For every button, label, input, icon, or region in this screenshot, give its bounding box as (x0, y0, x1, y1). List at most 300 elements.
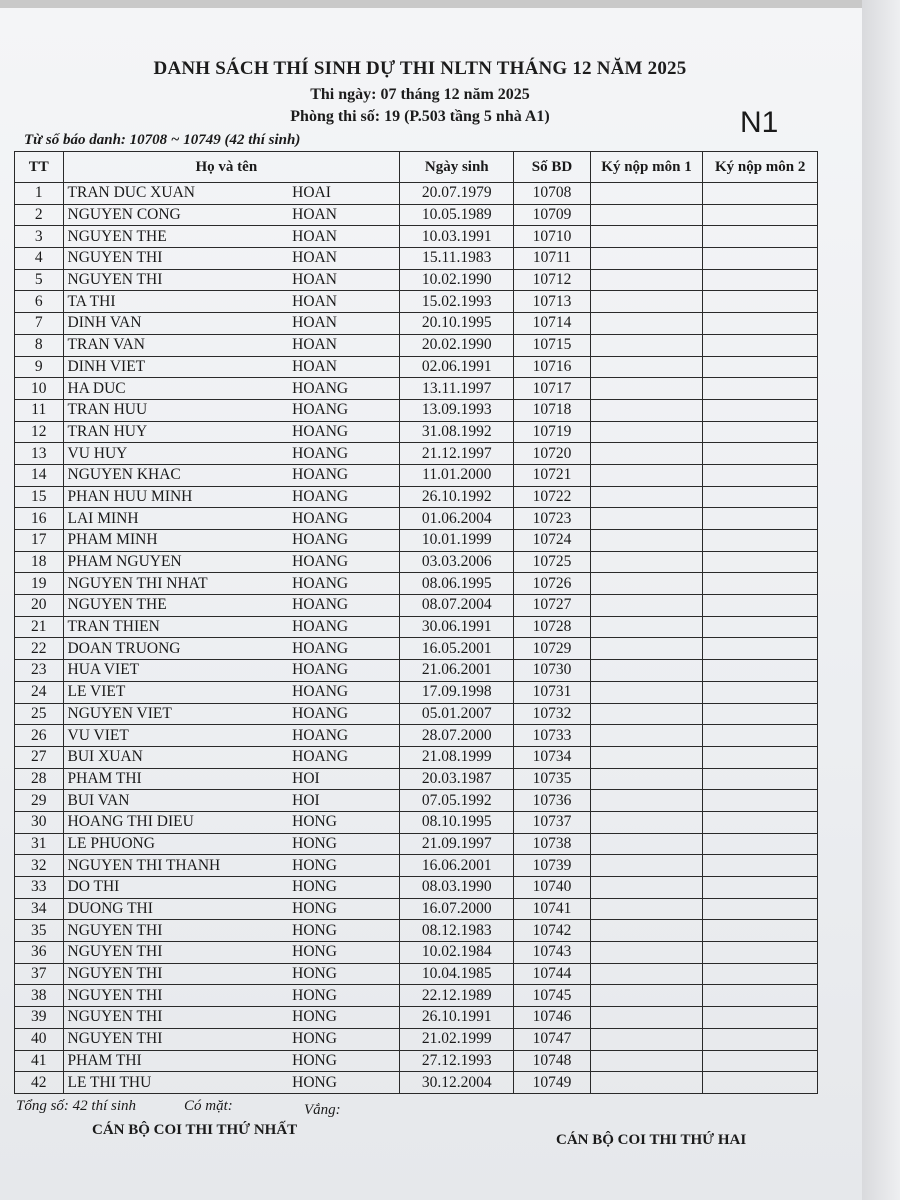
row-sign2[interactable] (703, 378, 818, 400)
row-sbd: 10740 (514, 877, 590, 899)
header-name: Họ và tên (63, 152, 400, 183)
row-sbd: 10722 (514, 486, 590, 508)
row-tt: 2 (15, 204, 64, 226)
row-tt: 38 (15, 985, 64, 1007)
row-given-name: HOANG (288, 681, 400, 703)
row-given-name: HOANG (288, 703, 400, 725)
row-surname: HOANG THI DIEU (63, 811, 288, 833)
row-sign1[interactable] (590, 204, 703, 226)
row-tt: 9 (15, 356, 64, 378)
row-given-name: HONG (288, 920, 400, 942)
row-sign2[interactable] (703, 638, 818, 660)
table-row (15, 421, 818, 443)
row-dob: 26.10.1991 (400, 1007, 514, 1029)
row-sign1[interactable] (590, 877, 703, 899)
row-dob: 05.01.2007 (400, 703, 514, 725)
row-sign2[interactable] (703, 746, 818, 768)
row-dob: 13.11.1997 (400, 378, 514, 400)
row-surname: DO THI (63, 877, 288, 899)
row-sbd: 10748 (514, 1050, 590, 1072)
row-sign1[interactable] (590, 334, 703, 356)
table-header-row (15, 152, 818, 183)
row-sign1[interactable] (590, 551, 703, 573)
row-sign1[interactable] (590, 356, 703, 378)
row-sign1[interactable] (590, 291, 703, 313)
row-sign1[interactable] (590, 508, 703, 530)
row-sign2[interactable] (703, 681, 818, 703)
row-surname: TRAN HUU (63, 399, 288, 421)
table-row (15, 790, 818, 812)
row-tt: 10 (15, 378, 64, 400)
table-row (15, 985, 818, 1007)
table-row (15, 1050, 818, 1072)
row-sbd: 10710 (514, 226, 590, 248)
row-tt: 33 (15, 877, 64, 899)
row-sign1[interactable] (590, 421, 703, 443)
row-dob: 30.06.1991 (400, 616, 514, 638)
row-tt: 14 (15, 464, 64, 486)
row-tt: 25 (15, 703, 64, 725)
table-row (15, 963, 818, 985)
row-sbd: 10716 (514, 356, 590, 378)
row-sign2[interactable] (703, 616, 818, 638)
row-sign2[interactable] (703, 703, 818, 725)
row-sign2[interactable] (703, 595, 818, 617)
table-row (15, 638, 818, 660)
row-sign2[interactable] (703, 551, 818, 573)
table-row (15, 681, 818, 703)
row-tt: 16 (15, 508, 64, 530)
table-row (15, 551, 818, 573)
row-surname: PHAN HUU MINH (63, 486, 288, 508)
row-tt: 17 (15, 530, 64, 552)
row-sign2[interactable] (703, 833, 818, 855)
row-tt: 13 (15, 443, 64, 465)
row-sign1[interactable] (590, 703, 703, 725)
table-row (15, 595, 818, 617)
row-given-name: HOANG (288, 551, 400, 573)
row-sign2[interactable] (703, 464, 818, 486)
row-sign1[interactable] (590, 616, 703, 638)
table-row (15, 942, 818, 964)
row-surname: TRAN THIEN (63, 616, 288, 638)
row-sign1[interactable] (590, 963, 703, 985)
row-sign2[interactable] (703, 269, 818, 291)
header-sign1: Ký nộp môn 1 (590, 152, 703, 183)
row-tt: 15 (15, 486, 64, 508)
row-sign1[interactable] (590, 399, 703, 421)
row-tt: 18 (15, 551, 64, 573)
row-given-name: HONG (288, 1072, 400, 1094)
proctor1-label: CÁN BỘ COI THI THỨ NHẤT (92, 1122, 298, 1138)
table-row (15, 616, 818, 638)
row-surname: DINH VIET (63, 356, 288, 378)
table-row (15, 356, 818, 378)
row-dob: 16.07.2000 (400, 898, 514, 920)
row-dob: 16.05.2001 (400, 638, 514, 660)
row-sign2[interactable] (703, 811, 818, 833)
row-surname: DUONG THI (63, 898, 288, 920)
row-tt: 7 (15, 313, 64, 335)
row-given-name: HOANG (288, 399, 400, 421)
row-sign2[interactable] (703, 1028, 818, 1050)
row-sign1[interactable] (590, 898, 703, 920)
row-sbd: 10712 (514, 269, 590, 291)
row-given-name: HOANG (288, 616, 400, 638)
row-tt: 36 (15, 942, 64, 964)
row-dob: 31.08.1992 (400, 421, 514, 443)
row-sign1[interactable] (590, 573, 703, 595)
row-dob: 08.03.1990 (400, 877, 514, 899)
row-surname: DINH VAN (63, 313, 288, 335)
row-sign1[interactable] (590, 313, 703, 335)
row-given-name: HOI (288, 768, 400, 790)
table-row (15, 226, 818, 248)
row-given-name: HOANG (288, 573, 400, 595)
row-given-name: HOI (288, 790, 400, 812)
table-row (15, 746, 818, 768)
row-tt: 26 (15, 725, 64, 747)
row-sign2[interactable] (703, 421, 818, 443)
row-sign1[interactable] (590, 530, 703, 552)
row-sbd: 10708 (514, 183, 590, 205)
row-dob: 16.06.2001 (400, 855, 514, 877)
row-sbd: 10720 (514, 443, 590, 465)
row-given-name: HOANG (288, 595, 400, 617)
row-sign1[interactable] (590, 1007, 703, 1029)
row-dob: 21.06.2001 (400, 660, 514, 682)
row-sign1[interactable] (590, 1028, 703, 1050)
row-sign2[interactable] (703, 334, 818, 356)
row-sign1[interactable] (590, 681, 703, 703)
row-sign2[interactable] (703, 508, 818, 530)
table-row (15, 877, 818, 899)
row-given-name: HOANG (288, 725, 400, 747)
row-dob: 08.07.2004 (400, 595, 514, 617)
row-tt: 22 (15, 638, 64, 660)
document-title: DANH SÁCH THÍ SINH DỰ THI NLTN THÁNG 12 NĂM 2025 (153, 58, 687, 79)
row-given-name: HONG (288, 985, 400, 1007)
row-sign2[interactable] (703, 725, 818, 747)
row-given-name: HOAN (288, 226, 400, 248)
row-sign2[interactable] (703, 399, 818, 421)
row-sign2[interactable] (703, 1050, 818, 1072)
row-dob: 15.02.1993 (400, 291, 514, 313)
row-sign2[interactable] (703, 248, 818, 270)
row-sbd: 10718 (514, 399, 590, 421)
row-sign2[interactable] (703, 313, 818, 335)
row-given-name: HOANG (288, 530, 400, 552)
row-given-name: HOAN (288, 291, 400, 313)
row-tt: 6 (15, 291, 64, 313)
row-sign2[interactable] (703, 898, 818, 920)
row-given-name: HOANG (288, 421, 400, 443)
row-sbd: 10745 (514, 985, 590, 1007)
row-sbd: 10726 (514, 573, 590, 595)
row-dob: 07.05.1992 (400, 790, 514, 812)
row-sbd: 10728 (514, 616, 590, 638)
table-row (15, 725, 818, 747)
row-given-name: HONG (288, 1007, 400, 1029)
header-sbd: Số BD (514, 152, 590, 183)
row-dob: 10.03.1991 (400, 226, 514, 248)
row-sbd: 10736 (514, 790, 590, 812)
row-sbd: 10747 (514, 1028, 590, 1050)
row-dob: 20.03.1987 (400, 768, 514, 790)
row-sbd: 10725 (514, 551, 590, 573)
row-sign1[interactable] (590, 269, 703, 291)
row-surname: NGUYEN THI THANH (63, 855, 288, 877)
row-surname: NGUYEN THI (63, 269, 288, 291)
header-tt: TT (15, 152, 64, 183)
row-dob: 20.02.1990 (400, 334, 514, 356)
row-sign1[interactable] (590, 920, 703, 942)
row-surname: PHAM MINH (63, 530, 288, 552)
row-given-name: HOAN (288, 269, 400, 291)
row-dob: 10.05.1989 (400, 204, 514, 226)
row-sign1[interactable] (590, 942, 703, 964)
total-count: Tổng số: 42 thí sinh (16, 1098, 137, 1114)
row-sign1[interactable] (590, 486, 703, 508)
row-surname: PHAM THI (63, 1050, 288, 1072)
row-dob: 10.02.1984 (400, 942, 514, 964)
adjacent-sheet (862, 0, 900, 1200)
row-given-name: HONG (288, 1028, 400, 1050)
row-sign2[interactable] (703, 226, 818, 248)
row-sign1[interactable] (590, 768, 703, 790)
row-sign2[interactable] (703, 573, 818, 595)
row-tt: 35 (15, 920, 64, 942)
candidate-table (14, 151, 818, 1094)
table-row (15, 269, 818, 291)
row-sign2[interactable] (703, 486, 818, 508)
table-row (15, 291, 818, 313)
row-tt: 34 (15, 898, 64, 920)
row-sign2[interactable] (703, 291, 818, 313)
row-surname: NGUYEN CONG (63, 204, 288, 226)
row-sign2[interactable] (703, 356, 818, 378)
row-given-name: HONG (288, 833, 400, 855)
row-given-name: HOAI (288, 183, 400, 205)
row-sign1[interactable] (590, 464, 703, 486)
row-given-name: HOANG (288, 378, 400, 400)
row-sbd: 10739 (514, 855, 590, 877)
row-sign1[interactable] (590, 248, 703, 270)
row-sign2[interactable] (703, 985, 818, 1007)
row-dob: 10.04.1985 (400, 963, 514, 985)
row-tt: 30 (15, 811, 64, 833)
row-sign1[interactable] (590, 833, 703, 855)
row-sign2[interactable] (703, 942, 818, 964)
row-surname: NGUYEN THE (63, 226, 288, 248)
row-surname: NGUYEN THI (63, 920, 288, 942)
row-tt: 3 (15, 226, 64, 248)
row-surname: NGUYEN THI NHAT (63, 573, 288, 595)
row-surname: LAI MINH (63, 508, 288, 530)
row-tt: 20 (15, 595, 64, 617)
table-row (15, 334, 818, 356)
exam-room: Phòng thi số: 19 (P.503 tầng 5 nhà A1) (290, 108, 550, 125)
row-sign1[interactable] (590, 443, 703, 465)
row-sbd: 10714 (514, 313, 590, 335)
row-sbd: 10729 (514, 638, 590, 660)
row-tt: 27 (15, 746, 64, 768)
row-surname: NGUYEN THI (63, 1028, 288, 1050)
row-sign2[interactable] (703, 920, 818, 942)
row-sign1[interactable] (590, 183, 703, 205)
row-sign2[interactable] (703, 530, 818, 552)
row-sign1[interactable] (590, 660, 703, 682)
row-sign1[interactable] (590, 1050, 703, 1072)
row-dob: 01.06.2004 (400, 508, 514, 530)
row-tt: 32 (15, 855, 64, 877)
row-surname: NGUYEN THI (63, 963, 288, 985)
row-sbd: 10738 (514, 833, 590, 855)
row-dob: 03.03.2006 (400, 551, 514, 573)
row-dob: 26.10.1992 (400, 486, 514, 508)
row-dob: 08.06.1995 (400, 573, 514, 595)
row-dob: 30.12.2004 (400, 1072, 514, 1094)
row-sign1[interactable] (590, 378, 703, 400)
table-row (15, 248, 818, 270)
row-sign1[interactable] (590, 790, 703, 812)
row-surname: BUI VAN (63, 790, 288, 812)
table-row (15, 768, 818, 790)
table-body (15, 183, 818, 1094)
row-tt: 31 (15, 833, 64, 855)
row-sign1[interactable] (590, 746, 703, 768)
row-sign1[interactable] (590, 855, 703, 877)
row-sbd: 10743 (514, 942, 590, 964)
row-sbd: 10735 (514, 768, 590, 790)
row-tt: 4 (15, 248, 64, 270)
row-tt: 21 (15, 616, 64, 638)
row-given-name: HONG (288, 877, 400, 899)
row-sign2[interactable] (703, 877, 818, 899)
table-row (15, 486, 818, 508)
row-surname: NGUYEN KHAC (63, 464, 288, 486)
row-dob: 20.10.1995 (400, 313, 514, 335)
row-sbd: 10742 (514, 920, 590, 942)
row-surname: PHAM THI (63, 768, 288, 790)
row-dob: 10.01.1999 (400, 530, 514, 552)
row-sbd: 10717 (514, 378, 590, 400)
row-tt: 1 (15, 183, 64, 205)
row-sign1[interactable] (590, 725, 703, 747)
table-row (15, 898, 818, 920)
row-sign1[interactable] (590, 811, 703, 833)
row-sbd: 10713 (514, 291, 590, 313)
row-sign2[interactable] (703, 768, 818, 790)
row-dob: 21.02.1999 (400, 1028, 514, 1050)
row-tt: 19 (15, 573, 64, 595)
table-row (15, 920, 818, 942)
row-given-name: HOAN (288, 248, 400, 270)
row-sign2[interactable] (703, 963, 818, 985)
table-row (15, 183, 818, 205)
row-sign2[interactable] (703, 855, 818, 877)
row-dob: 27.12.1993 (400, 1050, 514, 1072)
row-given-name: HONG (288, 963, 400, 985)
row-sbd: 10744 (514, 963, 590, 985)
row-dob: 28.07.2000 (400, 725, 514, 747)
row-tt: 23 (15, 660, 64, 682)
table-row (15, 1072, 818, 1094)
row-surname: VU HUY (63, 443, 288, 465)
row-dob: 20.07.1979 (400, 183, 514, 205)
row-dob: 08.10.1995 (400, 811, 514, 833)
row-surname: HUA VIET (63, 660, 288, 682)
row-surname: NGUYEN THE (63, 595, 288, 617)
table-row (15, 1028, 818, 1050)
row-sbd: 10734 (514, 746, 590, 768)
row-dob: 15.11.1983 (400, 248, 514, 270)
row-surname: NGUYEN THI (63, 1007, 288, 1029)
row-given-name: HOANG (288, 486, 400, 508)
row-sign2[interactable] (703, 660, 818, 682)
row-sign2[interactable] (703, 1072, 818, 1094)
row-sign2[interactable] (703, 183, 818, 205)
row-tt: 29 (15, 790, 64, 812)
row-given-name: HOAN (288, 334, 400, 356)
row-sbd: 10724 (514, 530, 590, 552)
row-given-name: HOAN (288, 204, 400, 226)
row-given-name: HOAN (288, 356, 400, 378)
row-surname: TRAN VAN (63, 334, 288, 356)
row-dob: 02.06.1991 (400, 356, 514, 378)
row-sbd: 10715 (514, 334, 590, 356)
row-sbd: 10741 (514, 898, 590, 920)
row-sign2[interactable] (703, 1007, 818, 1029)
table-row (15, 443, 818, 465)
row-surname: TA THI (63, 291, 288, 313)
row-tt: 40 (15, 1028, 64, 1050)
row-given-name: HOANG (288, 464, 400, 486)
row-sbd: 10737 (514, 811, 590, 833)
row-sbd: 10732 (514, 703, 590, 725)
row-sign1[interactable] (590, 638, 703, 660)
row-given-name: HONG (288, 942, 400, 964)
row-sign1[interactable] (590, 985, 703, 1007)
row-surname: NGUYEN THI (63, 942, 288, 964)
header-sign2: Ký nộp môn 2 (703, 152, 818, 183)
header-dob: Ngày sinh (400, 152, 514, 183)
row-dob: 10.02.1990 (400, 269, 514, 291)
table-row (15, 399, 818, 421)
row-sign2[interactable] (703, 790, 818, 812)
row-tt: 11 (15, 399, 64, 421)
present-label: Có mặt: (184, 1098, 233, 1114)
row-given-name: HOANG (288, 660, 400, 682)
row-dob: 13.09.1993 (400, 399, 514, 421)
row-sbd: 10709 (514, 204, 590, 226)
candidate-range: Từ số báo danh: 10708 ~ 10749 (42 thí sinh) (24, 132, 301, 148)
table-row (15, 1007, 818, 1029)
exam-date: Thi ngày: 07 tháng 12 năm 2025 (310, 86, 530, 103)
row-given-name: HONG (288, 811, 400, 833)
row-sign2[interactable] (703, 443, 818, 465)
row-sbd: 10746 (514, 1007, 590, 1029)
row-surname: BUI XUAN (63, 746, 288, 768)
row-sbd: 10749 (514, 1072, 590, 1094)
row-sign1[interactable] (590, 1072, 703, 1094)
row-sign2[interactable] (703, 204, 818, 226)
row-surname: NGUYEN THI (63, 985, 288, 1007)
row-sign1[interactable] (590, 595, 703, 617)
row-surname: TRAN HUY (63, 421, 288, 443)
row-sign1[interactable] (590, 226, 703, 248)
row-tt: 12 (15, 421, 64, 443)
